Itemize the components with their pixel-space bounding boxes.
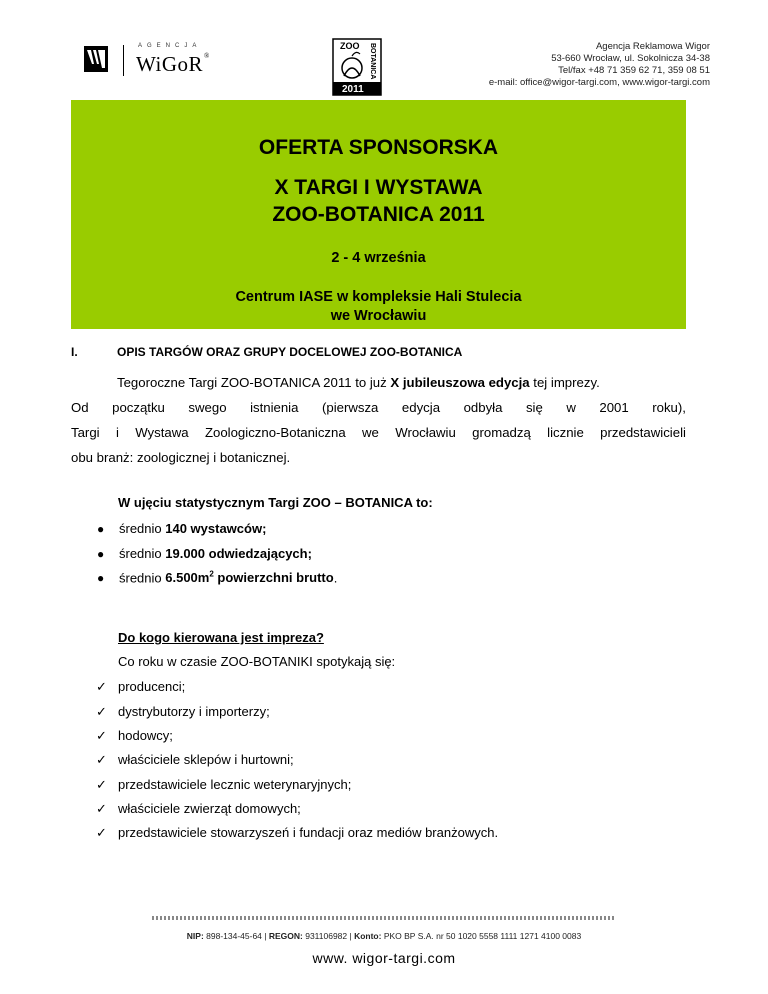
bullet-icon: ● [97, 547, 105, 561]
footer-sep: | [347, 931, 355, 941]
intro-word: 2001 [599, 400, 629, 415]
intro-text: tej imprezy. [529, 375, 600, 390]
intro-word: i [115, 425, 119, 440]
event-title-line2: ZOO-BOTANICA 2011 [272, 203, 485, 226]
stat-value [165, 570, 333, 585]
intro-emphasis: X jubileuszowa edycja [390, 375, 530, 390]
zoo-botanica-logo [332, 38, 382, 96]
audience-item: dystrybutorzy i importerzy; [118, 704, 270, 719]
konto-value: PKO BP S.A. nr 50 1020 5558 1111 1271 4100 0083 [381, 931, 582, 941]
footer-website: www. wigor-targi.com [312, 950, 456, 966]
intro-word: edycja [401, 400, 441, 415]
agency-contact [489, 41, 710, 89]
audience-item: właściciele zwierząt domowych; [118, 801, 301, 816]
audience-item: właściciele sklepów i hurtowni; [118, 752, 294, 767]
contact-line: Tel/fax +48 71 359 62 71, 359 08 51 [558, 65, 710, 76]
audience-intro: Co roku w czasie ZOO-BOTANIKI spotykają się: [118, 654, 396, 669]
intro-word: we [362, 425, 379, 440]
check-icon: ✓ [96, 752, 107, 767]
intro-word: się [525, 400, 543, 415]
event-date: 2 - 4 września [331, 250, 426, 266]
stat-prefix: średnio [119, 570, 166, 586]
bullet-icon: ● [97, 571, 105, 586]
intro-word: swego [188, 400, 227, 415]
check-icon: ✓ [96, 704, 107, 719]
intro-word: roku), [652, 400, 686, 415]
zoo-logo-text: ZOO [340, 41, 360, 51]
intro-word: licznie [547, 425, 584, 440]
bullet-icon: ● [97, 522, 105, 536]
check-icon: ✓ [96, 679, 107, 694]
wigor-logo-icon [84, 46, 108, 72]
intro-line-1 [117, 376, 600, 389]
brand-name [136, 52, 209, 77]
event-title-line1: X TARGI I WYSTAWA [274, 176, 483, 199]
audience-item: producenci; [118, 679, 186, 694]
konto-label: Konto: [354, 931, 382, 941]
list-item [97, 521, 266, 536]
stat-prefix: średnio [119, 521, 166, 536]
list-item [96, 825, 498, 841]
check-icon: ✓ [96, 728, 107, 743]
list-item [97, 546, 312, 561]
section-number: I. [71, 345, 78, 359]
intro-line-2 [71, 401, 686, 414]
audience-item: hodowcy; [118, 728, 173, 743]
audience-heading: Do kogo kierowana jest impreza? [118, 630, 324, 645]
stat-prefix: średnio [119, 546, 166, 561]
list-item [96, 777, 351, 793]
brand-text: WiGoR [136, 52, 203, 76]
intro-line-4: obu branż: zoologicznej i botanicznej. [71, 450, 291, 465]
stats-heading: W ujęciu statystycznym Targi ZOO – BOTANICA to: [118, 495, 433, 510]
registered-mark: ® [204, 52, 210, 60]
intro-text: Tegoroczne Targi ZOO-BOTANICA 2011 to już [117, 375, 391, 390]
list-item [97, 570, 337, 585]
contact-line: Agencja Reklamowa Wigor [595, 41, 710, 52]
stat-value: 19.000 odwiedzających; [165, 546, 312, 561]
check-icon: ✓ [96, 825, 107, 840]
intro-word: istnienia [250, 400, 299, 415]
offer-title: OFERTA SPONSORSKA [258, 136, 499, 159]
contact-line: e-mail: office@wigor-targi.com, www.wigor-targi.com [488, 77, 710, 88]
list-item [96, 704, 270, 720]
intro-word: Zoologiczno-Botaniczna [204, 425, 346, 440]
footer-company-info [0, 931, 768, 941]
intro-word: w [566, 400, 576, 415]
agency-label: AGENCJA [138, 43, 202, 49]
footer-divider [152, 916, 616, 920]
stat-area-rest: powierzchni brutto [213, 570, 334, 586]
intro-line-3 [71, 426, 686, 439]
audience-item: przedstawiciele lecznic weterynaryjnych; [118, 777, 352, 792]
zoo-logo-botanica: BOTANICA [369, 43, 376, 80]
footer-sep: | [261, 931, 269, 941]
intro-word: Wystawa [135, 425, 189, 440]
event-venue-line1: Centrum IASE w kompleksie Hali Stulecia [235, 289, 522, 305]
intro-word: Wrocławiu [395, 425, 456, 440]
contact-line: 53-660 Wrocław, ul. Sokolnicza 34-38 [551, 53, 710, 64]
header-divider [123, 45, 124, 76]
stat-value: 140 wystawców; [165, 521, 267, 536]
list-item [96, 679, 185, 695]
event-venue-line2: we Wrocławiu [330, 308, 427, 324]
section-title: OPIS TARGÓW ORAZ GRUPY DOCELOWEJ ZOO-BOTANICA [117, 345, 463, 359]
check-icon: ✓ [96, 801, 107, 816]
list-item [96, 752, 294, 768]
intro-word: Od [71, 400, 89, 415]
stat-suffix: . [333, 570, 338, 586]
list-item [96, 728, 173, 744]
zoo-logo-year: 2011 [342, 84, 364, 95]
list-item [96, 801, 301, 817]
nip-value: 898-134-45-64 [203, 931, 262, 941]
intro-word: odbyła [463, 400, 503, 415]
intro-word: (pierwsza [321, 400, 379, 415]
intro-word: gromadzą [472, 425, 531, 440]
regon-value: 931106982 [302, 931, 348, 941]
stat-area: 6.500m [165, 570, 210, 586]
check-icon: ✓ [96, 777, 107, 792]
intro-word: przedstawicieli [600, 425, 686, 440]
nip-label: NIP: [186, 931, 204, 941]
intro-word: Targi [71, 425, 100, 440]
audience-item: przedstawiciele stowarzyszeń i fundacji oraz mediów branżowych. [118, 825, 499, 840]
intro-word: początku [112, 400, 165, 415]
title-banner [71, 100, 686, 329]
stat-area-sup: 2 [209, 570, 214, 579]
regon-label: REGON: [268, 931, 303, 941]
